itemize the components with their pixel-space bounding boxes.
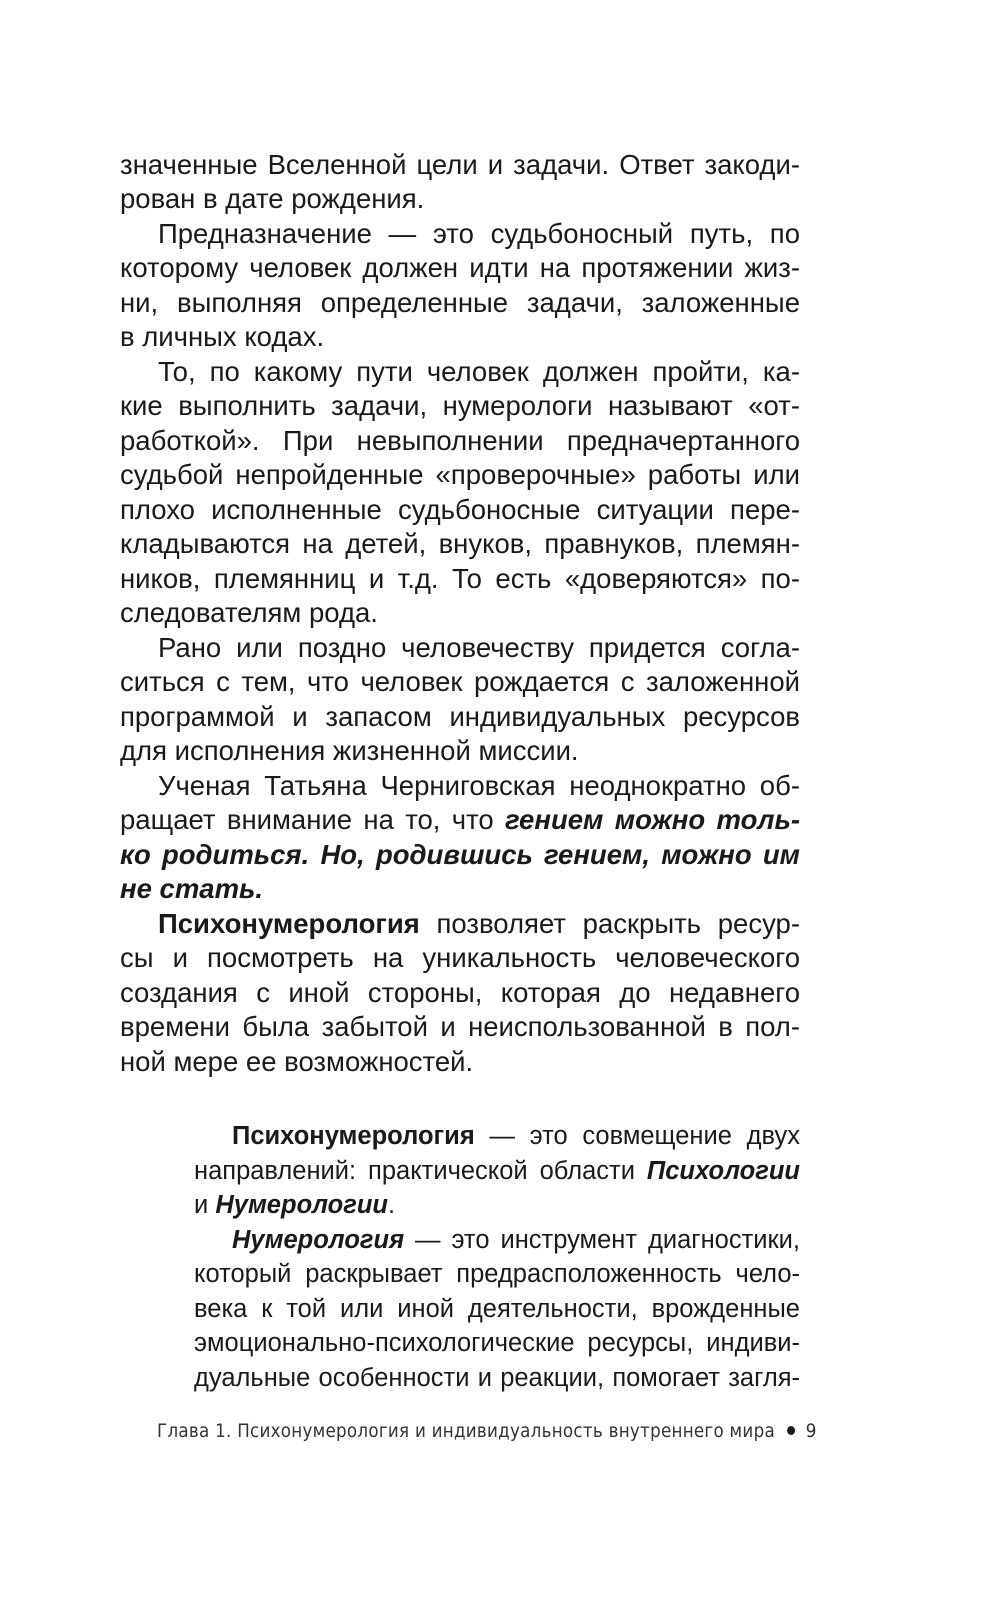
text-run: и: [194, 1191, 216, 1219]
text-run: ращает внимание на то, что: [120, 804, 506, 835]
text-line: [232, 1223, 800, 1257]
text-line: [194, 1188, 800, 1222]
text-line: значенные Вселенной цели и задачи. Ответ закоди-: [120, 149, 800, 180]
text-run: .: [388, 1191, 396, 1219]
text-line: ни, выполняя определенные задачи, заложенные: [120, 287, 800, 318]
term-bold: Психонумерология: [232, 1122, 475, 1150]
running-footer: [157, 1420, 817, 1442]
page-number: 9: [805, 1420, 817, 1442]
text-line: в личных кодах.: [120, 321, 325, 352]
term-bold-italic: Нумерологии: [215, 1191, 389, 1219]
text-line: времени была забытой и неиспользованной в пол-: [120, 1011, 800, 1042]
text-line: То, по какому пути человек должен пройти, ка-: [158, 356, 800, 387]
text-line: судьбой непройденные «проверочные» работы или: [120, 459, 800, 490]
term-bold-italic: Нумерология: [232, 1226, 405, 1254]
text-line: для исполнения жизненной миссии.: [120, 735, 579, 766]
text-line: Ученая Татьяна Черниговская неоднократно об-: [158, 770, 800, 801]
text-line: ситься с тем, что человек рождается с заложенной: [120, 666, 800, 697]
text-line: эмоционально-психологические ресурсы, индиви-: [194, 1329, 800, 1357]
text-run: позволяет раскрыть ресур-: [419, 908, 800, 939]
term-bold: Психонумерология: [158, 908, 420, 939]
emphasis-line: ко родиться. Но, родившись гением, можно им: [120, 839, 800, 870]
chapter-title: Глава 1. Психонумерология и индивидуальность внутреннего мира: [157, 1420, 775, 1442]
text-line: создания с иной стороны, которая до недавнего: [120, 977, 800, 1008]
text-line: кладываются на детей, внуков, правнуков, племян-: [120, 528, 800, 559]
text-line: следователям рода.: [120, 597, 378, 628]
text-line: программой и запасом индивидуальных ресурсов: [120, 701, 800, 732]
text-line: плохо исполненные судьбоносные ситуации пере-: [120, 494, 800, 525]
text-line: [158, 907, 800, 941]
text-run: — это совмещение двух: [474, 1122, 800, 1150]
text-line: [194, 1154, 800, 1188]
text-line: ников, племянниц и т.д. То есть «доверяются» по-: [120, 563, 800, 594]
bullet-icon: [787, 1426, 795, 1435]
text-line: [120, 803, 800, 837]
text-run: направлений: практической области: [194, 1157, 647, 1185]
emphasis-line: не стать.: [120, 873, 264, 904]
text-line: ной мере ее возможностей.: [120, 1046, 474, 1077]
text-line: работкой». При невыполнении предначертанного: [120, 425, 800, 456]
text-line: рован в дате рождения.: [120, 183, 425, 214]
text-line: века к той или иной деятельности, врожденные: [194, 1295, 800, 1323]
text-line: [232, 1119, 800, 1153]
text-line: который раскрывает предрасположенность чело-: [194, 1260, 800, 1288]
text-line: дуальные особенности и реакции, помогает загля-: [194, 1364, 800, 1392]
text-line: кие выполнить задачи, нумерологи называют «от-: [120, 390, 800, 421]
emphasis-text: гением можно толь-: [505, 804, 800, 835]
text-line: Рано или поздно человечеству придется согла-: [158, 632, 800, 663]
text-line: сы и посмотреть на уникальность человеческого: [120, 942, 800, 973]
text-line: Предназначение — это судьбоносный путь, по: [158, 218, 800, 249]
text-run: — это инструмент диагностики,: [404, 1226, 800, 1254]
text-line: которому человек должен идти на протяжении жиз-: [120, 252, 800, 283]
term-bold-italic: Психологии: [646, 1157, 800, 1185]
